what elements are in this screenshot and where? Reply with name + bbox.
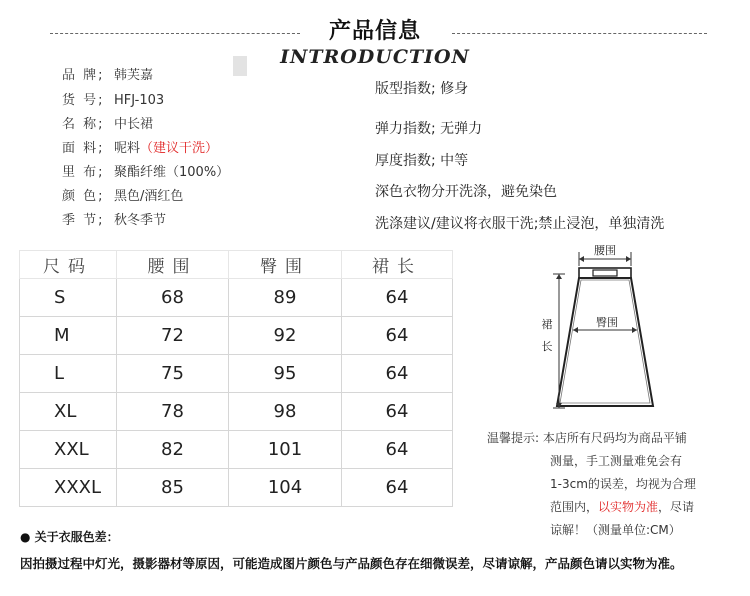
note-text: 范围内，	[550, 500, 599, 514]
decor-block	[233, 56, 247, 76]
spec-lining	[62, 161, 229, 180]
spec-value: 秋冬季节	[114, 213, 167, 228]
page-title: 产品信息	[328, 19, 421, 44]
table-row	[20, 355, 453, 393]
cell-length: 64	[342, 469, 453, 507]
spec-label: 季 节;	[62, 213, 105, 228]
skirt-diagram	[535, 238, 675, 418]
wash-advice: 洗涤建议/建议将衣服干洗;禁止浸泡，单独清洗	[375, 216, 665, 232]
size-table	[19, 250, 453, 507]
cell-size: XXXL	[20, 469, 117, 507]
spec-color	[62, 185, 183, 204]
spec-season	[62, 209, 166, 228]
length-label-1: 裙	[541, 318, 553, 331]
note-line-3: 1-3cm的误差，均视为合理	[550, 477, 696, 491]
cell-waist: 78	[117, 393, 229, 431]
size-table-header	[20, 251, 453, 279]
spec-value: 黑色/酒红色	[114, 189, 184, 204]
cell-length: 64	[342, 355, 453, 393]
spec-value: 韩芙嘉	[114, 68, 154, 83]
cell-hip: 104	[229, 469, 342, 507]
cell-hip: 92	[229, 317, 342, 355]
header-waist: 腰围	[117, 251, 229, 279]
table-row	[20, 279, 453, 317]
color-diff-text: 因拍摄过程中灯光，摄影器材等原因，可能造成图片颜色与产品颜色存在细微误差，尽请谅解，产品颜色请以实物为准。	[20, 556, 683, 571]
spec-value: 中长裙	[114, 117, 154, 132]
cell-hip: 89	[229, 279, 342, 317]
cell-size: XL	[20, 393, 117, 431]
table-row	[20, 317, 453, 355]
spec-item-number	[62, 89, 164, 108]
cell-hip: 98	[229, 393, 342, 431]
table-row	[20, 431, 453, 469]
spec-label: 名 称;	[62, 117, 105, 132]
spec-value: HFJ-103	[114, 93, 165, 108]
color-diff-heading: ● 关于衣服色差：	[20, 530, 119, 544]
cell-size: L	[20, 355, 117, 393]
spec-value: 聚酯纤维（100%）	[114, 165, 230, 180]
spec-label: 品 牌;	[62, 68, 105, 83]
cell-waist: 75	[117, 355, 229, 393]
spec-brand	[62, 64, 153, 83]
cell-length: 64	[342, 393, 453, 431]
cell-waist: 82	[117, 431, 229, 469]
waist-label: 腰围	[594, 244, 616, 257]
cell-size: S	[20, 279, 117, 317]
spec-value: 呢料	[114, 141, 141, 156]
table-row	[20, 469, 453, 507]
cell-length: 64	[342, 317, 453, 355]
header-size: 尺码	[20, 251, 117, 279]
cell-waist: 72	[117, 317, 229, 355]
cell-waist: 68	[117, 279, 229, 317]
cell-hip: 95	[229, 355, 342, 393]
note-line-2: 测量，手工测量难免会有	[550, 454, 683, 468]
spec-name	[62, 113, 153, 132]
spec-note: （建议干洗）	[140, 141, 219, 156]
header-divider-right	[452, 33, 707, 34]
hip-label: 臀围	[596, 316, 618, 329]
note-line-4	[550, 498, 694, 515]
fit-index: 版型指数; 修身	[375, 81, 469, 97]
elasticity-index: 弹力指数; 无弹力	[375, 121, 483, 137]
note-highlight: 以实物为准	[598, 500, 659, 514]
table-row	[20, 393, 453, 431]
header-length: 裙长	[342, 251, 453, 279]
spec-label: 面 料;	[62, 141, 105, 156]
header-hip: 臀围	[229, 251, 342, 279]
note-text: ，尽请	[658, 500, 695, 514]
cell-length: 64	[342, 431, 453, 469]
cell-size: M	[20, 317, 117, 355]
spec-label: 货 号;	[62, 93, 105, 108]
note-line-1: 温馨提示: 本店所有尺码均为商品平铺	[487, 431, 687, 445]
cell-waist: 85	[117, 469, 229, 507]
length-label-2: 长	[541, 340, 553, 353]
skirt-body	[557, 278, 653, 406]
cell-hip: 101	[229, 431, 342, 469]
wash-tip: 深色衣物分开洗涤，避免染色	[375, 184, 557, 200]
spec-fabric	[62, 137, 218, 156]
header-divider-left	[50, 33, 300, 34]
cell-size: XXL	[20, 431, 117, 469]
spec-label: 里 布;	[62, 165, 105, 180]
page-subtitle: INTRODUCTION	[280, 46, 470, 68]
spec-label: 颜 色;	[62, 189, 105, 204]
thickness-index: 厚度指数; 中等	[375, 153, 469, 169]
cell-length: 64	[342, 279, 453, 317]
note-line-5: 谅解！（测量单位:CM）	[550, 523, 681, 537]
